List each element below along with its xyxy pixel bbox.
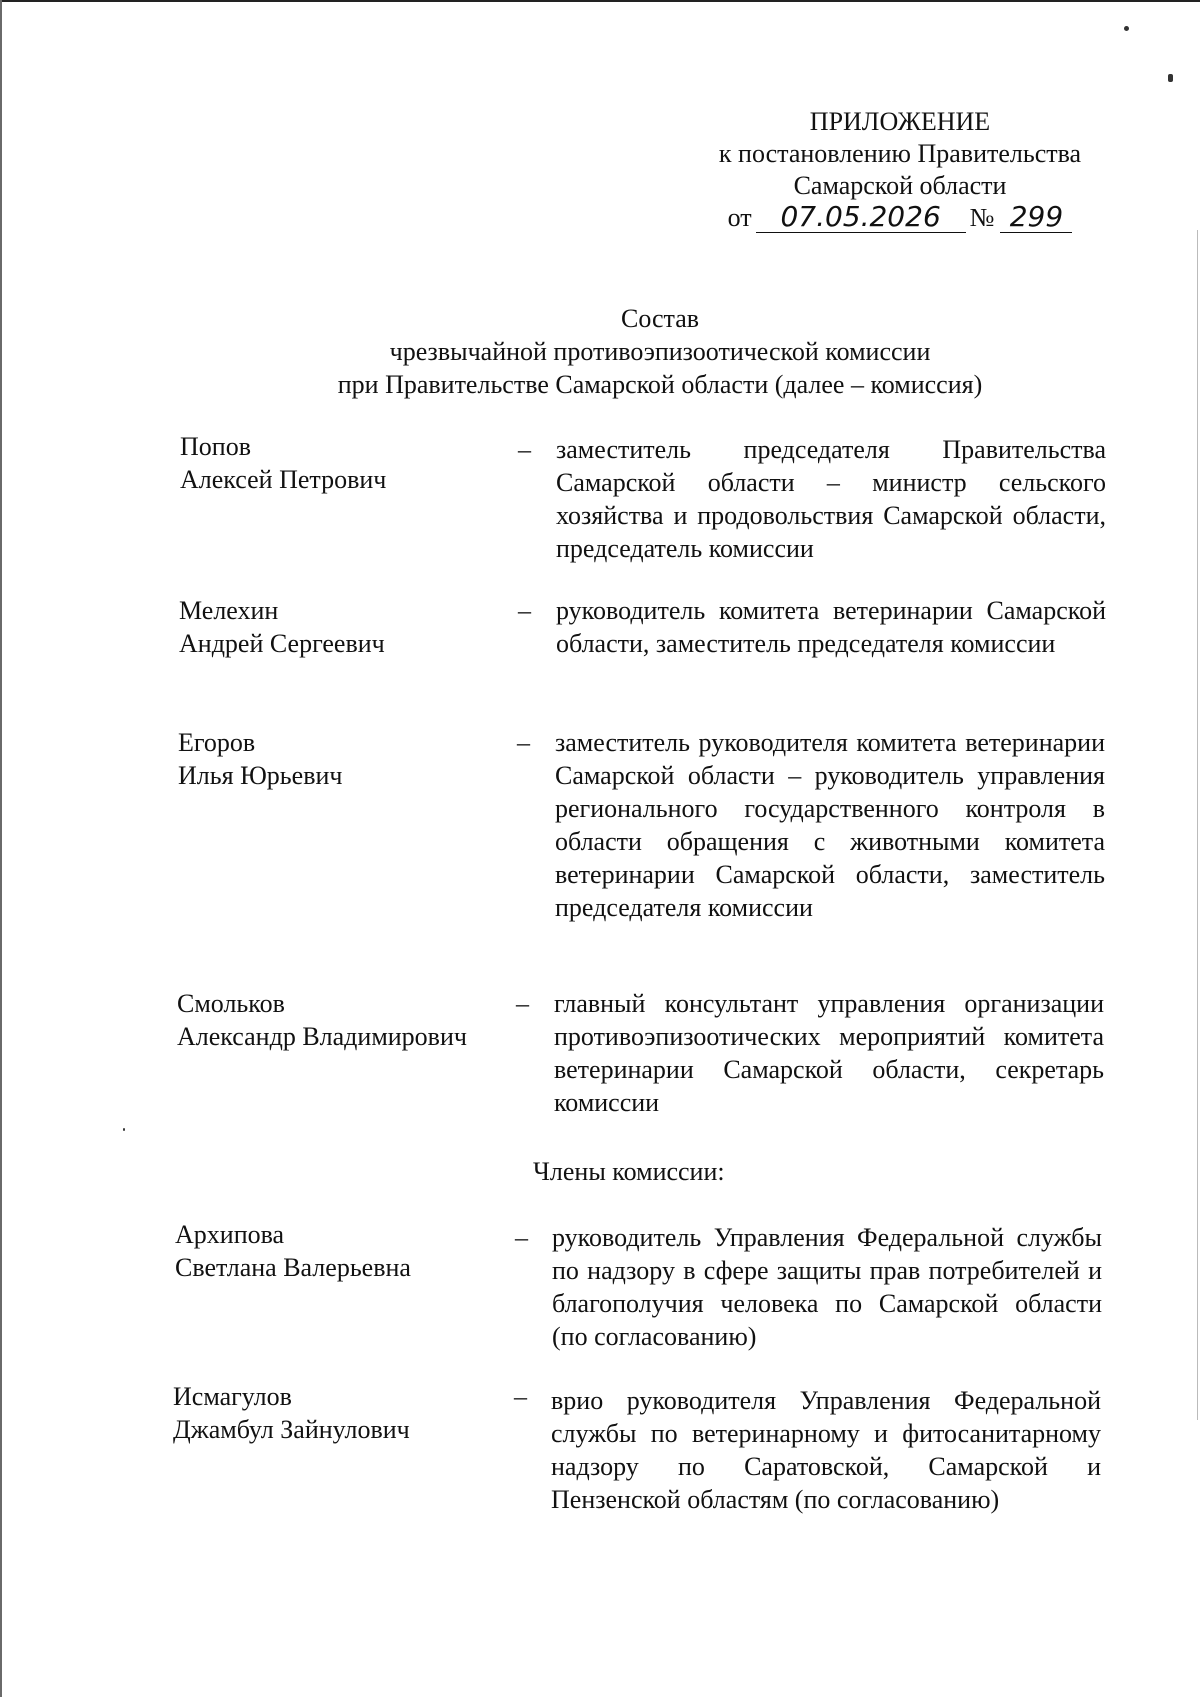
number-sign: № — [969, 203, 995, 232]
document-title-block — [250, 302, 1070, 401]
member-name — [177, 987, 537, 1053]
dash-separator: – — [517, 728, 530, 757]
members-heading: Члены комиссии: — [533, 1157, 725, 1186]
member-surname: Смольков — [177, 989, 285, 1018]
member-given-names: Светлана Валерьевна — [175, 1253, 411, 1282]
member-given-names: Джамбул Зайнулович — [173, 1415, 410, 1444]
member-name — [179, 594, 519, 660]
member-role: врио руководителя Управления Федеральной службы по ветеринарному и фитосанитарному надзору по Саратовской, Самарской и Пензенской областям (по согласованию) — [551, 1386, 1101, 1514]
appendix-date-line — [700, 202, 1100, 234]
member-given-names: Алексей Петрович — [180, 465, 387, 494]
scan-left-edge — [0, 0, 2, 1697]
document-subtitle-1: чрезвычайной противоэпизоотической комиссии — [389, 337, 931, 366]
handwritten-number: 299 — [1000, 202, 1072, 233]
member-surname: Исмагулов — [173, 1382, 292, 1411]
appendix-header — [700, 106, 1100, 234]
member-name — [173, 1380, 513, 1446]
member-given-names: Илья Юрьевич — [178, 761, 343, 790]
member-role: заместитель председателя Правительства Самарской области – министр сельского хозяйства и продовольствия Самарской области, председатель комиссии — [556, 435, 1106, 563]
dash-separator: – — [516, 989, 529, 1018]
dash-separator: – — [518, 596, 531, 625]
date-prefix: от — [727, 203, 752, 232]
appendix-title: ПРИЛОЖЕНИЕ — [809, 107, 991, 136]
member-role: руководитель комитета ветеринарии Самарской области, заместитель председателя комиссии — [556, 596, 1106, 658]
member-role: руководитель Управления Федеральной службы по надзору в сфере защиты прав потребителей и благополучия человека по Самарской области (по согласованию) — [552, 1223, 1102, 1351]
document-title: Состав — [620, 304, 700, 333]
scan-speck — [1168, 74, 1173, 82]
scan-right-edge — [1197, 230, 1198, 1420]
scan-speck — [1124, 26, 1129, 31]
member-surname: Егоров — [178, 728, 256, 757]
member-name — [175, 1218, 515, 1284]
dash-separator: – — [518, 435, 531, 464]
member-role: заместитель руководителя комитета ветеринарии Самарской области – руководитель управления регионального государственного контроля в области обращения с животными комитета ветеринарии Самарской области, заместитель председателя комиссии — [555, 728, 1105, 922]
member-surname: Архипова — [175, 1220, 285, 1249]
scan-top-edge — [0, 0, 1200, 2]
handwritten-date: 07.05.2026 — [756, 202, 966, 233]
appendix-line-2: к постановлению Правительства — [718, 139, 1082, 168]
appendix-line-3: Самарской области — [793, 171, 1007, 200]
dash-separator: – — [515, 1223, 528, 1252]
member-surname: Попов — [180, 432, 251, 461]
member-given-names: Александр Владимирович — [177, 1022, 467, 1051]
dash-separator: – — [514, 1382, 527, 1411]
member-surname: Мелехин — [179, 596, 279, 625]
scan-speck — [123, 1128, 125, 1131]
member-given-names: Андрей Сергеевич — [179, 629, 385, 658]
member-name — [178, 726, 518, 792]
member-name — [180, 430, 520, 496]
document-subtitle-2: при Правительстве Самарской области (далее – комиссия) — [337, 370, 983, 399]
member-role: главный консультант управления организации противоэпизоотических мероприятий комитета ветеринарии Самарской области, секретарь комиссии — [554, 989, 1104, 1117]
